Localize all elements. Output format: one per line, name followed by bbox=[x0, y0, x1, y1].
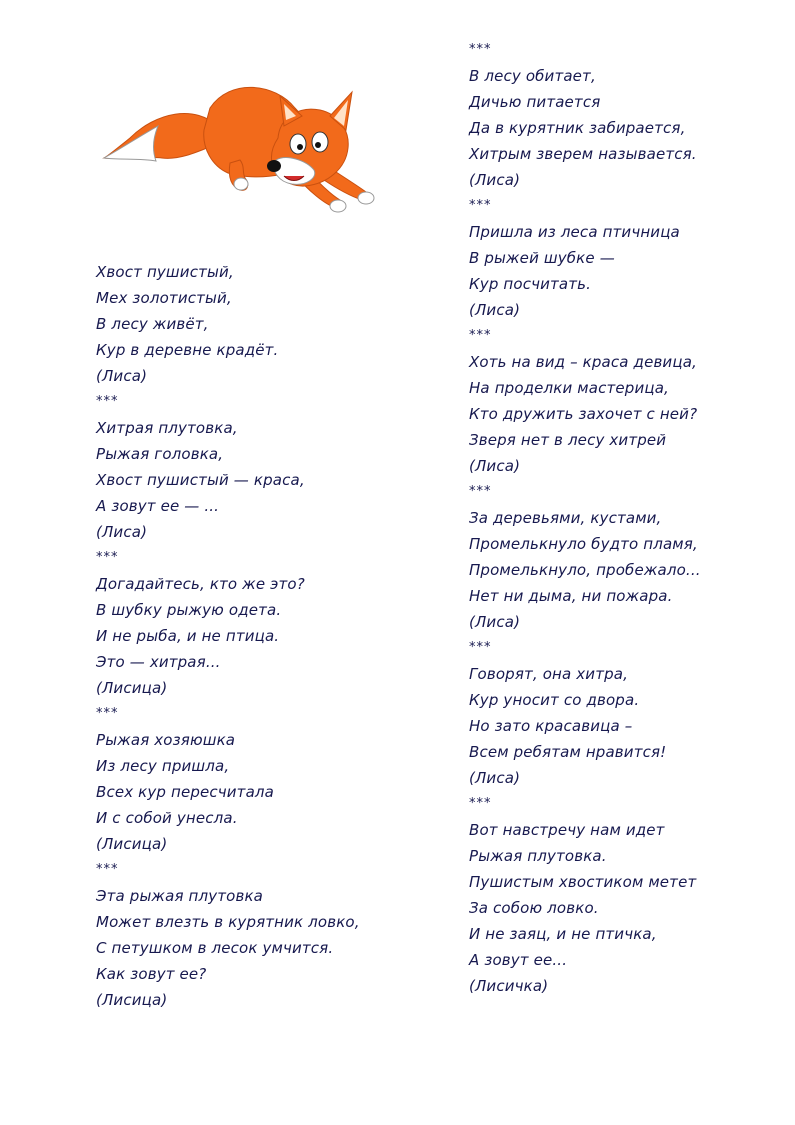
riddle-line: Из лесу пришла, bbox=[96, 757, 230, 775]
riddle-line: И с собой унесла. bbox=[96, 809, 238, 827]
riddle-line: Как зовут ее? bbox=[96, 965, 207, 983]
riddle-line: Промелькнуло будто пламя, bbox=[469, 535, 698, 553]
fox-nose bbox=[267, 160, 281, 172]
riddle-line: Хвост пушистый — краса, bbox=[96, 471, 305, 489]
separator: *** bbox=[96, 550, 119, 565]
separator: *** bbox=[469, 42, 492, 57]
riddle-line: Кур посчитать. bbox=[469, 275, 592, 293]
riddle-line: Дичью питается bbox=[469, 93, 601, 111]
fox-eye-right bbox=[312, 132, 328, 152]
riddle-line: Хитрая плутовка, bbox=[96, 419, 238, 437]
riddle-answer: (Лисица) bbox=[96, 835, 168, 853]
riddle-line: Рыжая хозяюшка bbox=[96, 731, 236, 749]
separator: *** bbox=[469, 328, 492, 343]
separator: *** bbox=[96, 706, 119, 721]
riddle-line: Говорят, она хитра, bbox=[469, 665, 629, 683]
separator: *** bbox=[469, 198, 492, 213]
riddle-answer: (Лиса) bbox=[469, 171, 521, 189]
riddle-answer: (Лиса) bbox=[469, 457, 521, 475]
riddle-answer: (Лиса) bbox=[469, 613, 521, 631]
riddle-line: Кур в деревне крадёт. bbox=[96, 341, 279, 359]
riddle-line: За деревьями, кустами, bbox=[469, 509, 662, 527]
fox-hind-paw bbox=[234, 178, 248, 190]
riddle-answer: (Лисичка) bbox=[469, 977, 549, 995]
riddle-line: Догадайтесь, кто же это? bbox=[96, 575, 305, 593]
riddle-line: В лесу живёт, bbox=[96, 315, 209, 333]
riddle-line: Да в курятник забирается, bbox=[469, 119, 686, 137]
riddle-line: Вот навстречу нам идет bbox=[469, 821, 665, 839]
riddle-line: А зовут ее — ... bbox=[96, 497, 220, 515]
riddle-line: Но зато красавица – bbox=[469, 717, 633, 735]
riddle-answer: (Лиса) bbox=[469, 301, 521, 319]
riddle-line: Рыжая плутовка. bbox=[469, 847, 607, 865]
riddle-line: Пушистым хвостиком метет bbox=[469, 873, 697, 891]
riddle-line: Может влезть в курятник ловко, bbox=[96, 913, 360, 931]
riddles-right-column bbox=[469, 37, 701, 999]
separator: *** bbox=[469, 796, 492, 811]
riddle-answer: (Лисица) bbox=[96, 991, 168, 1009]
riddle-line: А зовут ее... bbox=[469, 951, 568, 969]
riddle-line: В шубку рыжую одета. bbox=[96, 601, 282, 619]
riddle-line: Всех кур пересчитала bbox=[96, 783, 274, 801]
riddle-line: С петушком в лесок умчится. bbox=[96, 939, 334, 957]
riddle-answer: (Лиса) bbox=[469, 769, 521, 787]
riddle-line: Это — хитрая... bbox=[96, 653, 221, 671]
riddle-answer: (Лисица) bbox=[96, 679, 168, 697]
riddle-line: Всем ребятам нравится! bbox=[469, 743, 667, 761]
riddle-line: Мех золотистый, bbox=[96, 289, 232, 307]
fox-front-paw-1 bbox=[330, 200, 346, 212]
riddle-line: На проделки мастерица, bbox=[469, 379, 669, 397]
separator: *** bbox=[469, 640, 492, 655]
riddle-line: За собою ловко. bbox=[469, 899, 599, 917]
riddle-line: Хвост пушистый, bbox=[96, 263, 234, 281]
riddle-line: Нет ни дыма, ни пожара. bbox=[469, 587, 673, 605]
riddle-answer: (Лиса) bbox=[96, 523, 148, 541]
fox-front-paw-2 bbox=[358, 192, 374, 204]
separator: *** bbox=[96, 862, 119, 877]
riddle-line: В лесу обитает, bbox=[469, 67, 596, 85]
riddle-line: Зверя нет в лесу хитрей bbox=[469, 431, 667, 449]
riddle-line: Пришла из леса птичница bbox=[469, 223, 680, 241]
riddle-line: Рыжая головка, bbox=[96, 445, 224, 463]
riddle-line: Эта рыжая плутовка bbox=[96, 887, 264, 905]
riddles-left-column bbox=[96, 259, 360, 1013]
separator: *** bbox=[96, 394, 119, 409]
riddle-line: И не рыба, и не птица. bbox=[96, 627, 280, 645]
riddle-line: Кур уносит со двора. bbox=[469, 691, 640, 709]
fox-eye-left bbox=[290, 134, 306, 154]
riddle-line: Хоть на вид – краса девица, bbox=[469, 353, 697, 371]
riddle-line: Хитрым зверем называется. bbox=[469, 145, 697, 163]
riddle-answer: (Лиса) bbox=[96, 367, 148, 385]
riddle-line: Кто дружить захочет с ней? bbox=[469, 405, 698, 423]
separator: *** bbox=[469, 484, 492, 499]
riddle-line: И не заяц, и не птичка, bbox=[469, 925, 657, 943]
fox-tail-tip bbox=[104, 126, 158, 161]
riddle-line: Промелькнуло, пробежало... bbox=[469, 561, 701, 579]
riddle-line: В рыжей шубке — bbox=[469, 249, 615, 267]
fox-icon bbox=[100, 68, 380, 228]
